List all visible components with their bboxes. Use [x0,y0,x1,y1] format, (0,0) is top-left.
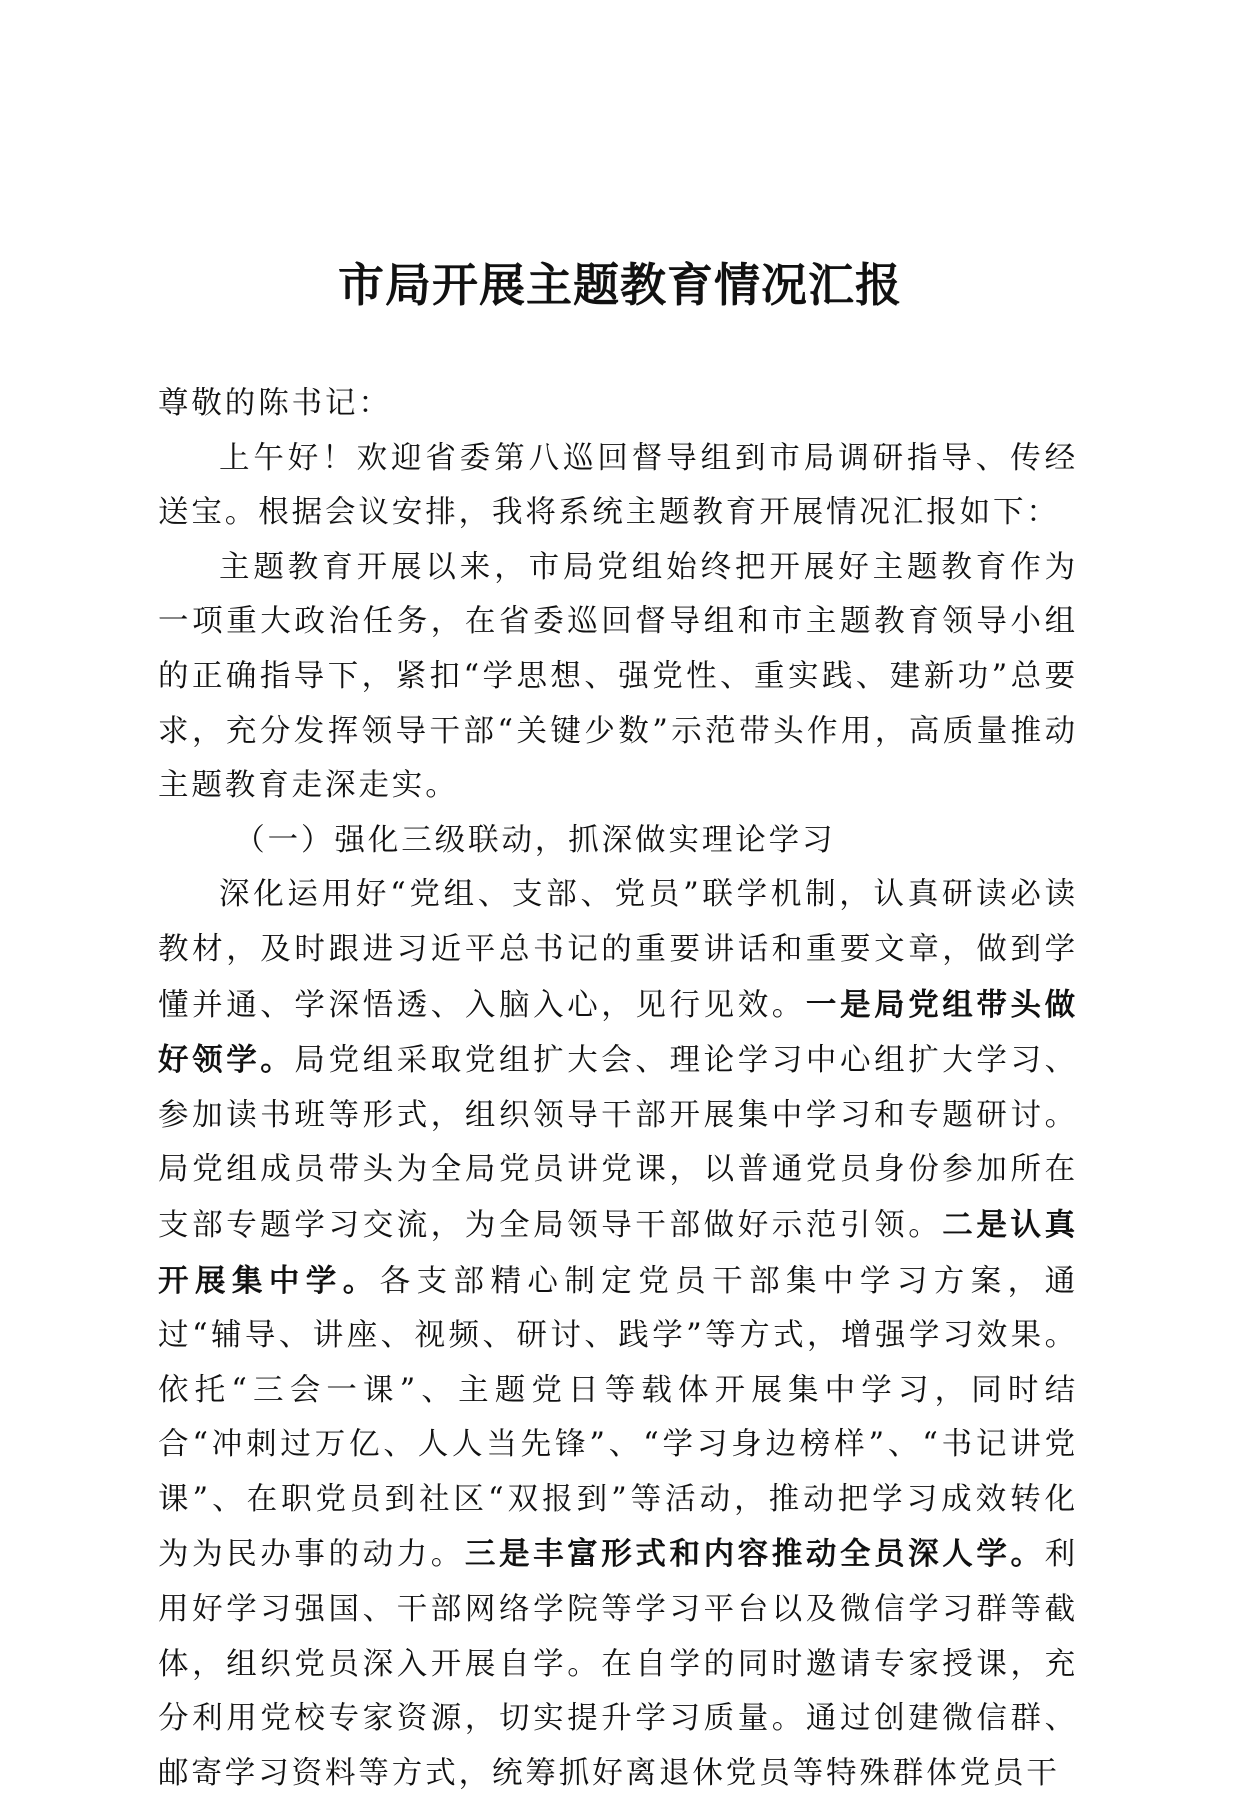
point-1-text: 局党组采取党组扩大会、理论学习中心组扩大学习、参加读书班等形式，组织领导干部开展集中学习和专题研讨。局党组成员带头为全局党员讲党课，以普通党员身份参加所在支部专题学习交流，为全局领导干部做好示范引领。 [158,1043,1078,1243]
document-title: 市局开展主题教育情况汇报 [338,258,902,312]
point-1-heading: 一是局党组带头做好领学。 [158,986,1078,1079]
section-heading-1: （一）强化三级联动，抓深做实理论学习 [234,822,836,858]
point-2-text: 各支部精心制定党员干部集中学习方案，通过“辅导、讲座、视频、研讨、践学”等方式，增强学习效果。依托“三会一课”、主题党日等载体开展集中学习，同时结合“冲刺过万亿、人人当先锋”、“学习身边榜样”、“书记讲党课”、在职党员到社区“双报到”等活动，推动把学习成效转化为为民办事的动力。 [158,1263,1078,1573]
point-2-heading: 二是认真开展集中学。 [158,1206,1078,1299]
paragraph-overview: 主题教育开展以来，市局党组始终把开展好主题教育作为一项重大政治任务，在省委巡回督导组和市主题教育领导小组的正确指导下，紧扣“学思想、强党性、重实践、建新功”总要求，充分发挥领导干部“关键少数”示范带头作用，高质量推动主题教育走深走实。 [158,549,1078,804]
point-3-text: 利用好学习强国、干部网络学院等学习平台以及微信学习群等截体，组织党员深入开展自学。在自学的同时邀请专家授课，充分利用党校专家资源，切实提升学习质量。通过创建微信群、邮寄学习资料等方式，统筹抓好离退休党员等特殊群体党员干 [158,1537,1078,1791]
paragraph-theory-study [158,868,1078,1801]
document-body [158,377,1078,1801]
paragraph-greeting: 上午好！欢迎省委第八巡回督导组到市局调研指导、传经送宝。根据会议安排，我将系统主题教育开展情况汇报如下： [158,440,1078,531]
paragraph-intro-text: 深化运用好“党组、支部、党员”联学机制，认真研读必读教材，及时跟进习近平总书记的重要讲话和重要文章，做到学懂并通、学深悟透、入脑入心，见行见效。 [158,877,1078,1023]
salutation: 尊敬的陈书记： [158,386,392,421]
point-3-heading: 三是丰富形式和内容推动全员深人学。 [464,1536,1045,1573]
